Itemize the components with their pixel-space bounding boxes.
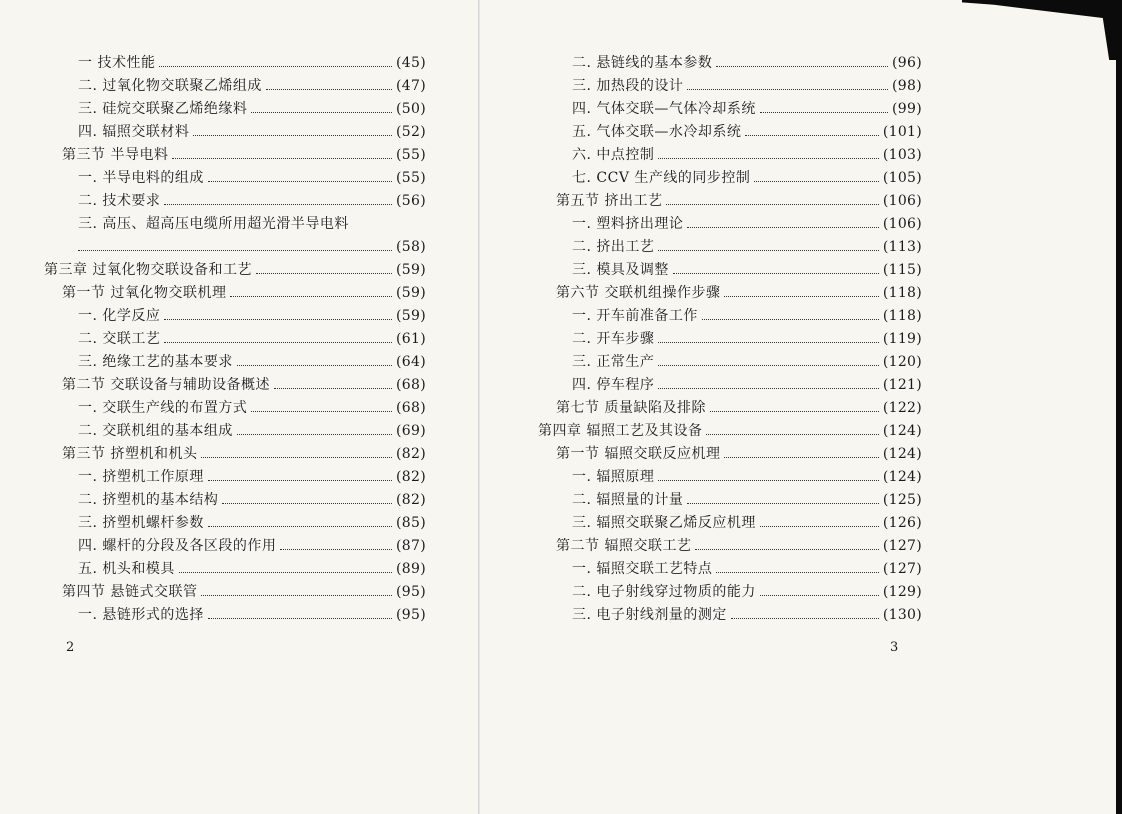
dot-leader — [201, 443, 392, 458]
dot-leader — [274, 374, 392, 389]
dot-leader — [179, 558, 392, 573]
toc-entry-page: (47) — [396, 78, 426, 94]
dot-leader — [760, 581, 879, 596]
toc-entry — [538, 604, 922, 627]
toc-entry — [538, 328, 922, 351]
toc-entry-page: (101) — [882, 124, 922, 140]
toc-entry-title: 第三章 过氧化物交联设备和工艺 — [44, 262, 252, 278]
toc-entry-title: 一. 辐照原理 — [572, 469, 655, 485]
dot-leader — [658, 144, 878, 159]
toc-entry-page: (87) — [396, 538, 426, 554]
toc-entry-page: (59) — [396, 262, 426, 278]
toc-entry-page: (82) — [396, 492, 426, 508]
toc-entry — [44, 190, 426, 213]
toc-entry-page: (58) — [396, 239, 426, 255]
toc-entry-page: (96) — [892, 55, 922, 71]
toc-entry-page: (68) — [396, 400, 426, 416]
toc-entry-title: 第五节 挤出工艺 — [556, 193, 663, 209]
toc-entry-page: (124) — [882, 423, 922, 439]
dot-leader — [695, 535, 878, 550]
toc-entry-page: (95) — [396, 607, 426, 623]
toc-entry — [538, 581, 922, 604]
toc-entry — [538, 558, 922, 581]
toc-entry-page: (120) — [882, 354, 922, 370]
toc-entry-page: (129) — [882, 584, 922, 600]
dot-leader — [731, 604, 879, 619]
toc-entry-page: (59) — [396, 308, 426, 324]
toc-entry — [538, 489, 922, 512]
dot-leader — [208, 512, 392, 527]
toc-entry-page: (52) — [396, 124, 426, 140]
toc-entry — [538, 75, 922, 98]
toc-entry — [44, 420, 426, 443]
toc-entry — [538, 98, 922, 121]
toc-entry — [44, 75, 426, 98]
dot-leader — [687, 489, 878, 504]
toc-entry — [538, 305, 922, 328]
toc-entry-page: (69) — [396, 423, 426, 439]
scan-edge-shadow — [1116, 30, 1122, 814]
dot-leader — [687, 75, 888, 90]
toc-entry — [538, 351, 922, 374]
toc-entry-title: 四. 螺杆的分段及各区段的作用 — [78, 538, 277, 554]
dot-leader — [237, 351, 392, 366]
toc-list-left — [44, 52, 426, 627]
toc-entry-title: 一. 化学反应 — [78, 308, 161, 324]
toc-entry — [538, 167, 922, 190]
toc-entry-page: (118) — [882, 285, 922, 301]
toc-entry-page: (95) — [396, 584, 426, 600]
toc-entry — [538, 213, 922, 236]
toc-entry-page: (98) — [892, 78, 922, 94]
toc-entry — [538, 397, 922, 420]
toc-entry-page: (59) — [396, 285, 426, 301]
toc-entry — [44, 581, 426, 604]
toc-entry-title: 五. 气体交联—水冷却系统 — [572, 124, 742, 140]
toc-entry — [44, 98, 426, 121]
dot-leader — [716, 558, 878, 573]
toc-entry-page: (125) — [882, 492, 922, 508]
toc-entry-page: (106) — [882, 216, 922, 232]
toc-entry-page: (126) — [882, 515, 922, 531]
toc-entry-page: (113) — [882, 239, 922, 255]
toc-entry — [44, 443, 426, 466]
toc-entry — [538, 420, 922, 443]
dot-leader — [760, 512, 879, 527]
toc-entry-title: 三. 挤塑机螺杆参数 — [78, 515, 204, 531]
toc-entry-page: (130) — [882, 607, 922, 623]
scan-shadow — [962, 0, 1122, 60]
dot-leader — [724, 282, 878, 297]
toc-entry — [44, 52, 426, 75]
toc-entry-title: 一. 开车前准备工作 — [572, 308, 698, 324]
dot-leader — [658, 374, 878, 389]
dot-leader — [658, 466, 878, 481]
toc-entry-page: (118) — [882, 308, 922, 324]
toc-entry-page: (119) — [882, 331, 922, 347]
toc-entry — [538, 236, 922, 259]
toc-entry-page: (64) — [396, 354, 426, 370]
toc-entry-page: (124) — [882, 469, 922, 485]
toc-entry-page: (68) — [396, 377, 426, 393]
toc-entry — [44, 144, 426, 167]
toc-entry-title: 二. 技术要求 — [78, 193, 161, 209]
toc-entry-title: 三. 加热段的设计 — [572, 78, 684, 94]
toc-entry-title: 三. 绝缘工艺的基本要求 — [78, 354, 233, 370]
toc-entry — [538, 282, 922, 305]
toc-entry-title: 二. 悬链线的基本参数 — [572, 55, 713, 71]
toc-entry — [44, 236, 426, 259]
toc-entry-title: 第二节 交联设备与辅助设备概述 — [62, 377, 270, 393]
toc-entry-title: 一. 交联生产线的布置方式 — [78, 400, 248, 416]
toc-entry-page: (45) — [396, 55, 426, 71]
toc-entry-title: 三. 高压、超高压电缆所用超光滑半导电料 — [78, 216, 349, 232]
dot-leader — [745, 121, 878, 136]
toc-entry-title: 第四章 辐照工艺及其设备 — [538, 423, 703, 439]
dot-leader — [658, 328, 878, 343]
toc-entry-page: (121) — [882, 377, 922, 393]
dot-leader — [280, 535, 392, 550]
toc-entry-title: 二. 挤出工艺 — [572, 239, 655, 255]
toc-entry-page: (55) — [396, 147, 426, 163]
toc-entry-title: 一. 悬链形式的选择 — [78, 607, 204, 623]
toc-entry-page: (50) — [396, 101, 426, 117]
toc-entry-title: 一 技术性能 — [78, 55, 156, 71]
toc-entry-page: (122) — [882, 400, 922, 416]
toc-entry-title: 三. 硅烷交联聚乙烯绝缘料 — [78, 101, 248, 117]
toc-entry-title: 第七节 质量缺陷及排除 — [556, 400, 706, 416]
dot-leader — [193, 121, 392, 136]
dot-leader — [266, 75, 392, 90]
dot-leader — [208, 466, 392, 481]
toc-entry-title: 第三节 半导电料 — [62, 147, 169, 163]
dot-leader — [754, 167, 878, 182]
page-number-right: 3 — [890, 640, 899, 655]
dot-leader — [687, 213, 878, 228]
toc-entry — [538, 190, 922, 213]
dot-leader — [78, 236, 392, 251]
dot-leader — [706, 420, 878, 435]
toc-entry — [538, 374, 922, 397]
dot-leader — [658, 351, 878, 366]
toc-entry-page: (106) — [882, 193, 922, 209]
toc-entry — [538, 512, 922, 535]
toc-entry — [44, 328, 426, 351]
toc-entry-page: (127) — [882, 538, 922, 554]
toc-entry — [538, 259, 922, 282]
dot-leader — [237, 420, 392, 435]
dot-leader — [208, 604, 392, 619]
toc-entry-title: 二. 过氧化物交联聚乙烯组成 — [78, 78, 262, 94]
toc-entry-page: (124) — [882, 446, 922, 462]
dot-leader — [164, 328, 392, 343]
toc-entry — [44, 512, 426, 535]
toc-entry-page: (115) — [882, 262, 922, 278]
dot-leader — [251, 98, 392, 113]
toc-entry-title: 三. 模具及调整 — [572, 262, 669, 278]
dot-leader — [716, 52, 888, 67]
toc-entry-title: 二. 挤塑机的基本结构 — [78, 492, 219, 508]
toc-entry — [44, 466, 426, 489]
toc-entry — [44, 259, 426, 282]
dot-leader — [222, 489, 392, 504]
dot-leader — [724, 443, 878, 458]
toc-entry — [538, 52, 922, 75]
toc-entry-page: (85) — [396, 515, 426, 531]
toc-entry-title: 一. 辐照交联工艺特点 — [572, 561, 713, 577]
toc-entry — [538, 535, 922, 558]
dot-leader — [172, 144, 392, 159]
toc-entry-page: (89) — [396, 561, 426, 577]
toc-entry-page: (61) — [396, 331, 426, 347]
toc-entry-page: (105) — [882, 170, 922, 186]
toc-entry — [44, 604, 426, 627]
toc-entry — [44, 535, 426, 558]
toc-entry-title: 三. 正常生产 — [572, 354, 655, 370]
toc-entry-title: 四. 气体交联—气体冷却系统 — [572, 101, 756, 117]
page-number-left: 2 — [66, 640, 75, 655]
toc-entry-title: 六. 中点控制 — [572, 147, 655, 163]
toc-entry — [44, 374, 426, 397]
toc-entry-title: 二. 交联工艺 — [78, 331, 161, 347]
toc-entry-title: 二. 开车步骤 — [572, 331, 655, 347]
dot-leader — [159, 52, 392, 67]
toc-entry-page: (82) — [396, 469, 426, 485]
toc-entry-title: 五. 机头和模具 — [78, 561, 175, 577]
toc-entry-page: (56) — [396, 193, 426, 209]
toc-entry — [44, 305, 426, 328]
toc-entry — [44, 213, 426, 236]
toc-entry — [44, 121, 426, 144]
dot-leader — [760, 98, 888, 113]
toc-entry — [44, 489, 426, 512]
dot-leader — [164, 305, 392, 320]
toc-entry-title: 二. 交联机组的基本组成 — [78, 423, 233, 439]
dot-leader — [256, 259, 392, 274]
toc-entry-title: 二. 电子射线穿过物质的能力 — [572, 584, 756, 600]
toc-entry-title: 第二节 辐照交联工艺 — [556, 538, 692, 554]
toc-entry-page: (99) — [892, 101, 922, 117]
toc-entry-title: 第一节 辐照交联反应机理 — [556, 446, 721, 462]
toc-entry-title: 第三节 挤塑机和机头 — [62, 446, 198, 462]
toc-entry-title: 一. 半导电料的组成 — [78, 170, 204, 186]
toc-entry-title: 一. 塑料挤出理论 — [572, 216, 684, 232]
toc-list-right — [538, 52, 922, 627]
dot-leader — [251, 397, 392, 412]
toc-entry-title: 一. 挤塑机工作原理 — [78, 469, 204, 485]
toc-entry — [44, 167, 426, 190]
dot-leader — [208, 167, 392, 182]
toc-entry — [44, 397, 426, 420]
toc-entry-title: 四. 辐照交联材料 — [78, 124, 190, 140]
toc-entry — [538, 466, 922, 489]
toc-entry-page: (127) — [882, 561, 922, 577]
dot-leader — [666, 190, 878, 205]
toc-entry-page: (55) — [396, 170, 426, 186]
dot-leader — [673, 259, 879, 274]
toc-entry — [44, 558, 426, 581]
toc-entry — [44, 351, 426, 374]
toc-entry — [44, 282, 426, 305]
toc-entry — [538, 144, 922, 167]
toc-entry-page: (82) — [396, 446, 426, 462]
dot-leader — [710, 397, 879, 412]
toc-entry-title: 七. CCV 生产线的同步控制 — [572, 170, 751, 186]
toc-entry-title: 三. 辐照交联聚乙烯反应机理 — [572, 515, 756, 531]
dot-leader — [164, 190, 392, 205]
dot-leader — [658, 236, 878, 251]
toc-entry-title: 第一节 过氧化物交联机理 — [62, 285, 227, 301]
toc-entry-title: 三. 电子射线剂量的测定 — [572, 607, 727, 623]
toc-entry — [538, 443, 922, 466]
dot-leader — [201, 581, 392, 596]
toc-entry-title: 二. 辐照量的计量 — [572, 492, 684, 508]
dot-leader — [230, 282, 392, 297]
toc-entry-title: 第六节 交联机组操作步骤 — [556, 285, 721, 301]
toc-entry-title: 四. 停车程序 — [572, 377, 655, 393]
toc-entry — [538, 121, 922, 144]
book-gutter — [478, 0, 480, 814]
toc-entry-title: 第四节 悬链式交联管 — [62, 584, 198, 600]
toc-entry-page: (103) — [882, 147, 922, 163]
dot-leader — [702, 305, 879, 320]
